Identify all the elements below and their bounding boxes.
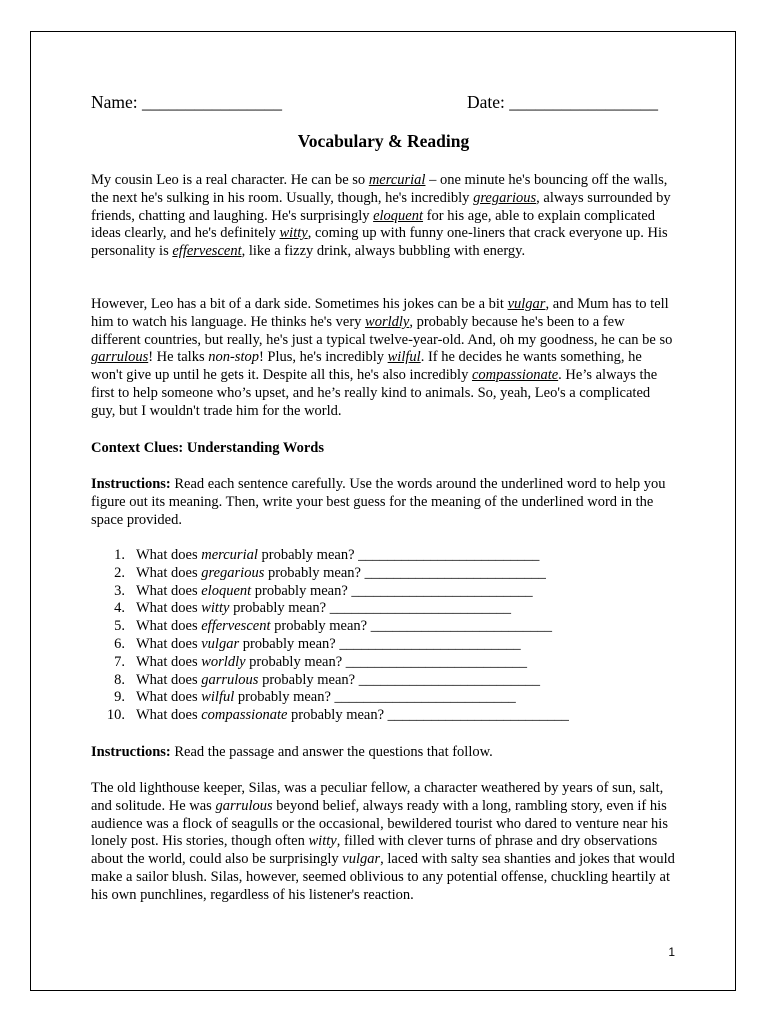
question-number: 10. bbox=[106, 707, 125, 724]
vocab-word: wilful bbox=[387, 349, 421, 366]
question-text: What does bbox=[136, 689, 202, 706]
question-text: What does bbox=[136, 618, 202, 635]
question-item bbox=[91, 583, 676, 601]
question-text: What does bbox=[136, 547, 202, 563]
answer-blank[interactable]: probably mean? _________________________ bbox=[239, 635, 521, 652]
instructions-text: Read each sentence carefully. Use the words around the underlined word to help you figure out its meaning. Then, write your best guess for the meaning of the underlined word in the space provided. bbox=[91, 476, 666, 528]
question-item bbox=[91, 565, 676, 583]
text-run: , laced with salty sea shanties and jokes that would make a sailor blush. Silas, however, seemed oblivious to any potential offense, chuckling heartily at his own punchlines, regardless of his listener's reaction. bbox=[91, 851, 675, 903]
vocab-word: witty bbox=[279, 225, 308, 242]
vocab-word: worldly bbox=[365, 313, 410, 330]
answer-blank[interactable]: probably mean? _________________________ bbox=[258, 671, 540, 688]
question-word: witty bbox=[201, 600, 230, 617]
answer-blank[interactable]: probably mean? _________________________ bbox=[229, 600, 511, 617]
worksheet-title: Vocabulary & Reading bbox=[297, 131, 470, 151]
name-field[interactable] bbox=[91, 94, 282, 112]
instructions-label: Instructions: bbox=[91, 744, 171, 760]
lighthouse-passage bbox=[91, 780, 676, 905]
italic-word: vulgar bbox=[342, 851, 381, 868]
question-number: 4. bbox=[114, 600, 125, 617]
text-run: , probably because he's been to a few different countries, but really, he's just a typical twelve-year-old. And, oh my goodness, he can be so bbox=[91, 313, 673, 348]
question-text: What does bbox=[136, 635, 202, 652]
name-blank[interactable]: ________________ bbox=[142, 92, 283, 112]
question-text: What does bbox=[136, 707, 202, 724]
question-number: 6. bbox=[114, 635, 125, 652]
text-run: ! He talks bbox=[148, 349, 209, 366]
text-run: . He’s always the first to help someone who’s upset, and he’s really kind to animals. So, yeah, Leo's a complicated guy, but I wouldn't trade him for the world. bbox=[91, 367, 658, 419]
text-run: However, Leo has a bit of a dark side. Sometimes his jokes can be a bit bbox=[91, 296, 508, 312]
vocab-word: effervescent bbox=[172, 243, 242, 260]
question-number: 7. bbox=[114, 653, 125, 670]
text-run: . If he decides he wants something, he won't give up until he gets it. Despite all this, he's also incredibly bbox=[91, 349, 642, 384]
question-text: What does bbox=[136, 600, 202, 617]
header-row bbox=[91, 94, 676, 116]
italic-word: garrulous bbox=[215, 797, 273, 814]
vocab-word: compassionate bbox=[471, 367, 559, 384]
instructions-text: Read the passage and answer the questions that follow. bbox=[170, 744, 493, 760]
answer-blank[interactable]: probably mean? _________________________ bbox=[257, 547, 540, 563]
italic-word: witty bbox=[308, 833, 337, 850]
text-run: , filled with clever turns of phrase and dry observations about the world, could also be surprisingly bbox=[91, 833, 658, 868]
question-number: 2. bbox=[114, 564, 125, 581]
question-word: mercurial bbox=[201, 547, 258, 563]
text-run: beyond belief, always ready with a long, rambling story, even if his audience was a flock of seagulls or the occasional, bewildered tourist who dared to venture near his lonely post. His stories, though often bbox=[91, 797, 668, 850]
italic-word: non-stop bbox=[208, 349, 259, 366]
question-word: worldly bbox=[201, 653, 246, 670]
instructions-label: Instructions: bbox=[91, 476, 171, 492]
text-run: , always surrounded by friends, chatting and laughing. He's surprisingly bbox=[91, 189, 671, 224]
question-number: 5. bbox=[114, 618, 125, 635]
date-label: Date: bbox=[467, 92, 505, 112]
question-word: wilful bbox=[201, 689, 235, 706]
question-word: gregarious bbox=[201, 564, 265, 581]
question-word: effervescent bbox=[201, 618, 271, 635]
answer-blank[interactable]: probably mean? _________________________ bbox=[251, 582, 533, 599]
vocab-word: eloquent bbox=[373, 207, 424, 224]
question-number: 1. bbox=[114, 547, 125, 563]
question-number: 8. bbox=[114, 671, 125, 688]
vocab-word: mercurial bbox=[368, 172, 426, 188]
date-blank[interactable]: _________________ bbox=[509, 92, 659, 112]
name-label: Name: bbox=[91, 92, 138, 112]
passage-paragraph-1 bbox=[91, 172, 676, 261]
answer-blank[interactable]: probably mean? _________________________ bbox=[270, 618, 552, 635]
text-run: – one minute he's bouncing off the walls, the next he's sulking in his room. Usually, though, he's incredibly bbox=[91, 172, 668, 206]
question-text: What does bbox=[136, 671, 202, 688]
question-word: vulgar bbox=[201, 635, 240, 652]
passage-paragraph-2 bbox=[91, 296, 676, 421]
question-number: 9. bbox=[114, 689, 125, 706]
text-run: , and Mum has to tell him to watch his language. He thinks he's very bbox=[91, 296, 669, 330]
text-run: for his age, able to explain complicated ideas clearly, and he's definitely bbox=[91, 207, 655, 242]
section-heading: Context Clues: Understanding Words bbox=[91, 440, 324, 456]
question-list bbox=[91, 547, 676, 725]
question-text: What does bbox=[136, 564, 202, 581]
answer-blank[interactable]: probably mean? _________________________ bbox=[264, 564, 546, 581]
question-number: 3. bbox=[114, 582, 125, 599]
question-item bbox=[91, 636, 676, 654]
question-item bbox=[91, 707, 676, 725]
worksheet-page bbox=[30, 31, 736, 991]
vocab-word: gregarious bbox=[473, 189, 537, 206]
question-word: eloquent bbox=[201, 582, 252, 599]
vocab-word: garrulous bbox=[91, 349, 149, 366]
instructions-block-2 bbox=[91, 744, 676, 762]
question-item bbox=[91, 547, 676, 565]
page-number: 1 bbox=[668, 945, 675, 959]
question-item bbox=[91, 654, 676, 672]
instructions-block-1 bbox=[91, 476, 676, 529]
answer-blank[interactable]: probably mean? _________________________ bbox=[245, 653, 528, 670]
text-run: ! Plus, he's incredibly bbox=[258, 349, 388, 366]
vocab-word: vulgar bbox=[507, 296, 546, 312]
question-item bbox=[91, 618, 676, 636]
text-run: My cousin Leo is a real character. He can be so bbox=[91, 172, 369, 188]
text-run: , coming up with funny one-liners that crack everyone up. His personality is bbox=[91, 225, 668, 260]
answer-blank[interactable]: probably mean? _________________________ bbox=[234, 689, 516, 706]
answer-blank[interactable]: probably mean? _________________________ bbox=[287, 707, 569, 724]
question-text: What does bbox=[136, 653, 202, 670]
question-word: garrulous bbox=[201, 671, 259, 688]
date-field[interactable] bbox=[467, 94, 658, 112]
question-item bbox=[91, 689, 676, 707]
question-text: What does bbox=[136, 582, 202, 599]
question-word: compassionate bbox=[201, 707, 288, 724]
text-run: The old lighthouse keeper, Silas, was a peculiar fellow, a character weathered by years of sun, salt, and solitude. He was bbox=[91, 780, 664, 814]
text-run: , like a fizzy drink, always bubbling with energy. bbox=[241, 243, 526, 260]
question-item bbox=[91, 672, 676, 690]
question-item bbox=[91, 600, 676, 618]
